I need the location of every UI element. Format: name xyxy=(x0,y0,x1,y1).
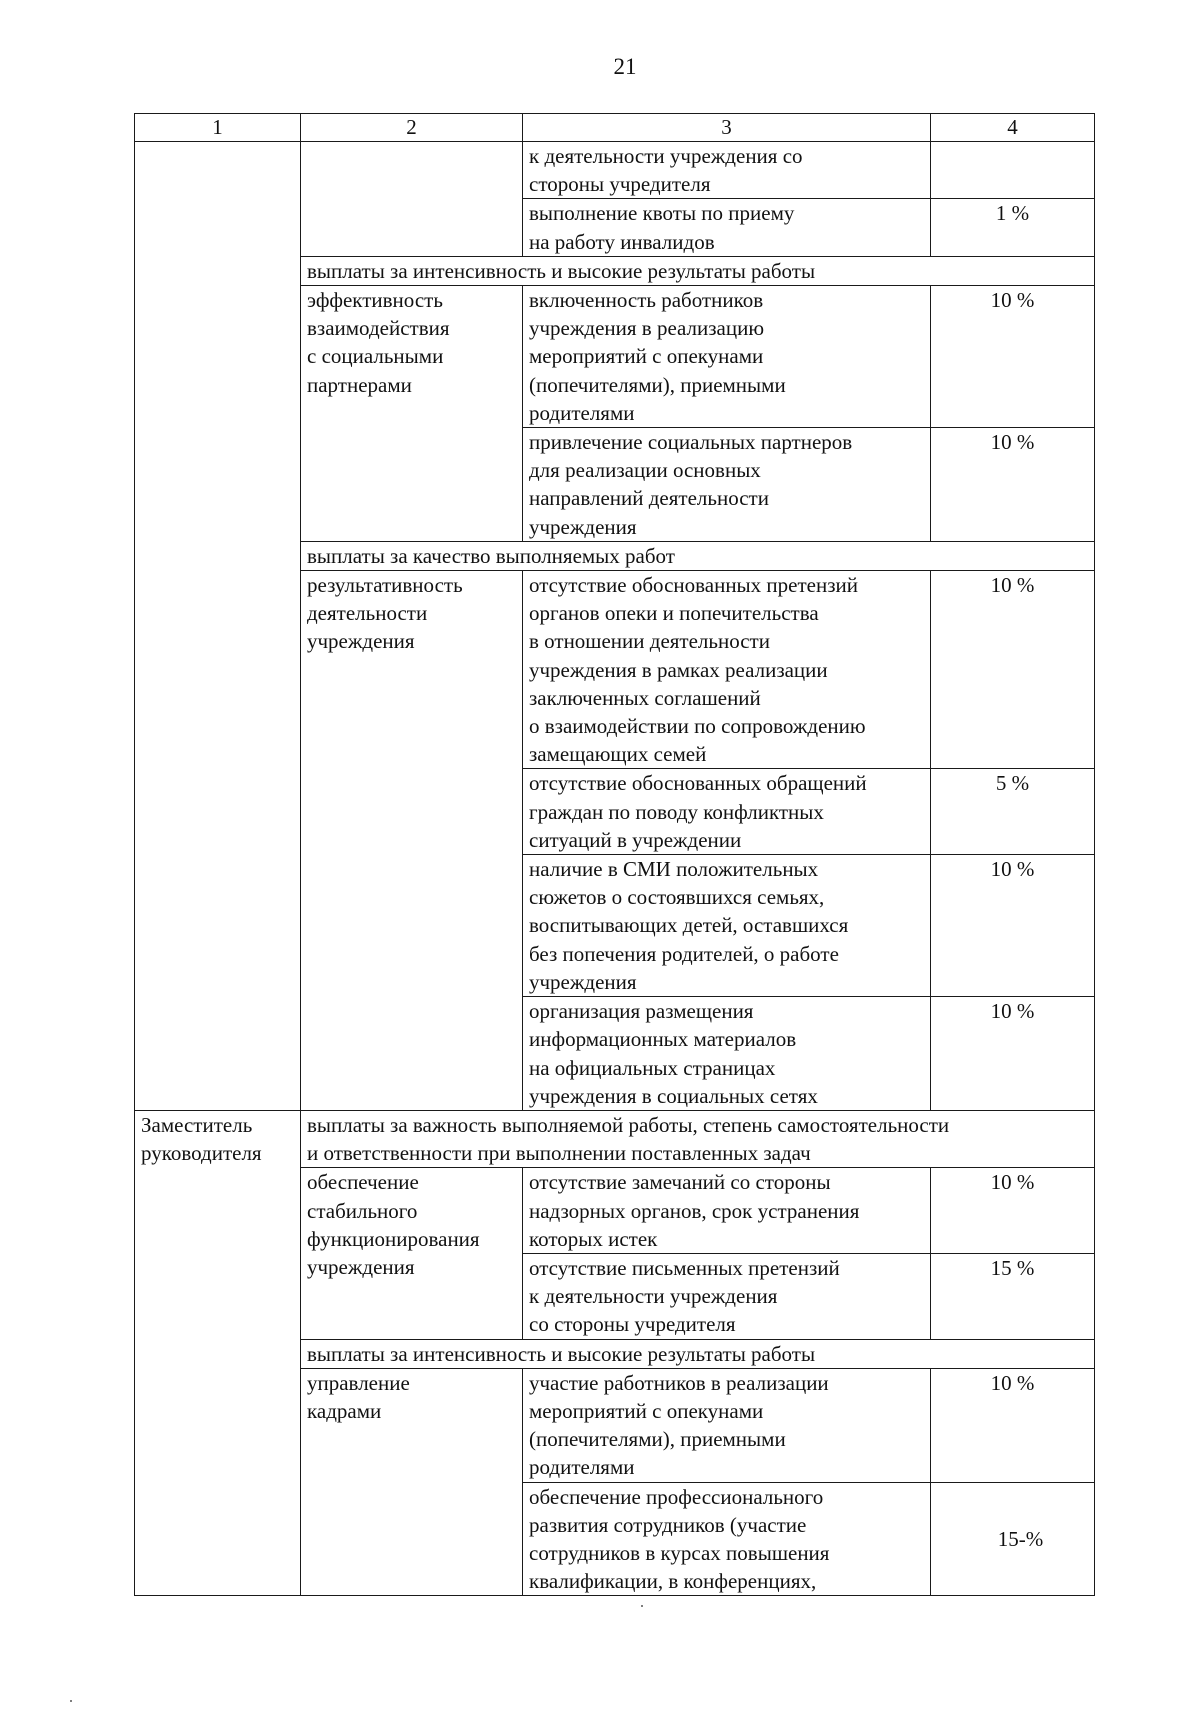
scan-speck xyxy=(70,1700,72,1702)
table-row xyxy=(135,1110,1095,1167)
value-cell: 1 % xyxy=(931,199,1095,256)
indicator-cell: управление кадрами xyxy=(301,1368,523,1596)
value-cell: 5 % xyxy=(931,769,1095,855)
value-cell: 10 % xyxy=(931,428,1095,542)
criterion-cell: организация размещения информационных материалов на официальных страницах учреждения в социальных сетях xyxy=(523,997,931,1111)
value-cell: 10 % xyxy=(931,1168,1095,1254)
criterion-cell: отсутствие замечаний со стороны надзорных органов, срок устранения которых истек xyxy=(523,1168,931,1254)
value-cell: 10 % xyxy=(931,1368,1095,1482)
criterion-cell: обеспечение профессионального развития сотрудников (участие сотрудников в курсах повышения квалификации, в конференциях, xyxy=(523,1482,931,1596)
page-number: 21 xyxy=(613,54,637,79)
section-heading: выплаты за качество выполняемых работ xyxy=(301,541,1095,570)
indicator-cell: эффективность взаимодействия с социальными партнерами xyxy=(301,286,523,542)
criterion-cell: участие работников в реализации мероприятий с опекунами (попечителями), приемными родителями xyxy=(523,1368,931,1482)
value-cell: 10 % xyxy=(931,855,1095,997)
criterion-cell: отсутствие обоснованных обращений граждан по поводу конфликтных ситуаций в учреждении xyxy=(523,769,931,855)
value-cell: 15-% xyxy=(931,1482,1095,1596)
criterion-cell: включенность работников учреждения в реализацию мероприятий с опекунами (попечителями), приемными родителями xyxy=(523,286,931,428)
indicator-cell: результативность деятельности учреждения xyxy=(301,571,523,1111)
section-heading: выплаты за интенсивность и высокие результаты работы xyxy=(301,1339,1095,1368)
indicator-cell xyxy=(301,142,523,257)
section-heading: выплаты за интенсивность и высокие результаты работы xyxy=(301,256,1095,285)
value-cell: 10 % xyxy=(931,286,1095,428)
table-header-row xyxy=(135,114,1095,142)
criterion-cell: наличие в СМИ положительных сюжетов о состоявшихся семьях, воспитывающих детей, оставшихся без попечения родителей, о работе учреждения xyxy=(523,855,931,997)
value-cell: 10 % xyxy=(931,571,1095,769)
value-cell: 15 % xyxy=(931,1253,1095,1339)
position-cell xyxy=(135,142,301,1111)
column-header-2: 2 xyxy=(301,114,523,142)
criterion-cell: отсутствие обоснованных претензий органов опеки и попечительства в отношении деятельности учреждения в рамках реализации заключенных соглашений о взаимодействии по сопровождению замещающих семей xyxy=(523,571,931,769)
criterion-cell: к деятельности учреждения со стороны учредителя xyxy=(523,142,931,199)
value-cell: 10 % xyxy=(931,997,1095,1111)
column-header-4: 4 xyxy=(931,114,1095,142)
indicator-cell: обеспечение стабильного функционирования учреждения xyxy=(301,1168,523,1339)
criterion-cell: привлечение социальных партнеров для реализации основных направлений деятельности учреждения xyxy=(523,428,931,542)
value-cell xyxy=(931,142,1095,199)
column-header-1: 1 xyxy=(135,114,301,142)
table-row xyxy=(135,142,1095,199)
column-header-3: 3 xyxy=(523,114,931,142)
position-cell: Заместитель руководителя xyxy=(135,1110,301,1595)
section-heading: выплаты за важность выполняемой работы, степень самостоятельности и ответственности при выполнении поставленных задач xyxy=(301,1110,1095,1167)
criterion-cell: отсутствие письменных претензий к деятельности учреждения со стороны учредителя xyxy=(523,1253,931,1339)
criterion-cell: выполнение квоты по приему на работу инвалидов xyxy=(523,199,931,256)
criteria-table xyxy=(134,113,1095,1596)
scan-speck xyxy=(641,1605,643,1607)
